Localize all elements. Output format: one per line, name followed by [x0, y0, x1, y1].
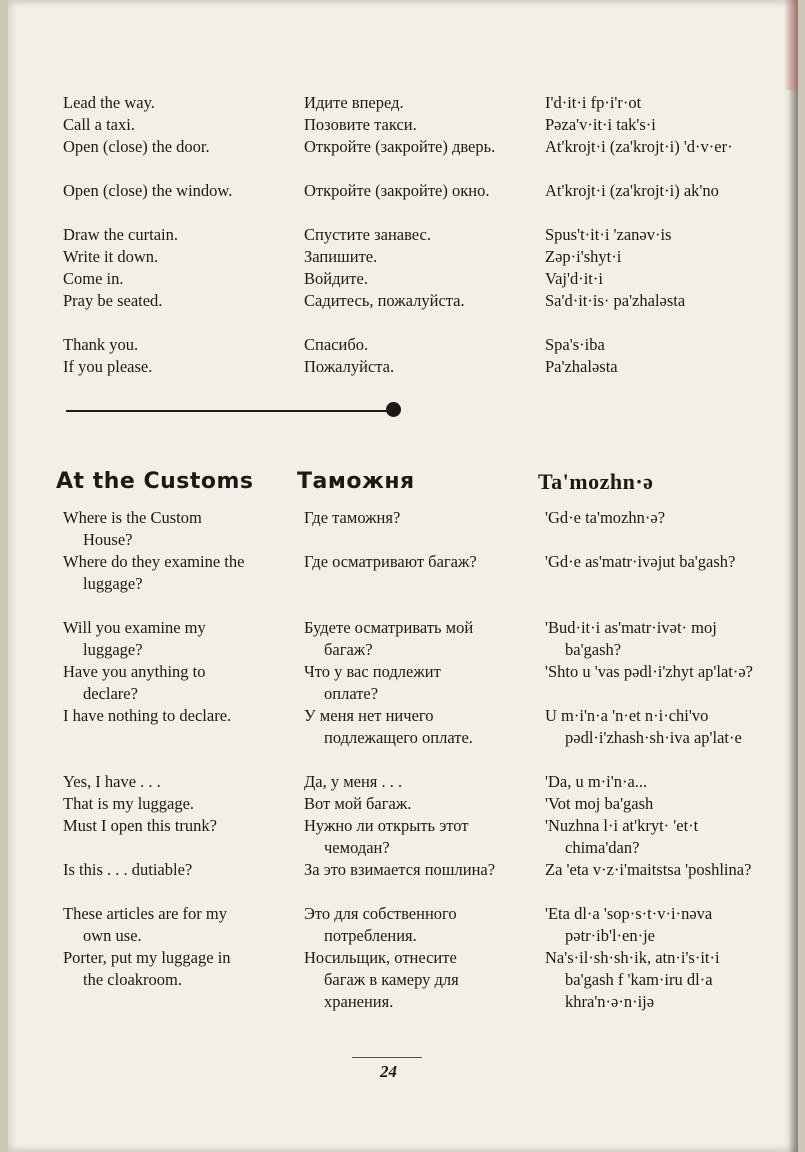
- phrase-ru-cell: [304, 551, 496, 573]
- phrase-tr-text: 'Nuzhna l·i at'kryt· 'et·t chima'dan?: [545, 816, 699, 857]
- phrase-en-cell: [63, 136, 253, 158]
- phrase-ru-text: Это для собственного потребления.: [304, 904, 457, 945]
- phrase-tr-text: Zəp·i'shyt·i: [545, 247, 622, 266]
- phrase-ru-text: Спасибо.: [304, 335, 369, 354]
- phrase-tr-text: Sa'd·it·is· pa'zhaləsta: [545, 291, 686, 310]
- phrase-ru-text: Где осматривают багаж?: [304, 552, 477, 571]
- phrase-tr-cell: [545, 859, 767, 881]
- phrase-tr-cell: [545, 136, 767, 158]
- phrase-en-text: Come in.: [63, 269, 124, 288]
- phrase-en-text: Open (close) the door.: [63, 137, 210, 156]
- phrase-en-cell: [63, 551, 253, 595]
- heading-russian-text: Таможня: [297, 469, 415, 494]
- phrase-tr-cell: [545, 268, 767, 290]
- phrase-en-cell: [63, 180, 253, 202]
- phrase-en-text: Draw the curtain.: [63, 225, 178, 244]
- phrase-en-text: Where is the Custom House?: [63, 508, 202, 549]
- phrase-ru-cell: [304, 268, 496, 290]
- phrase-en-text: Where do they examine the luggage?: [63, 552, 245, 593]
- phrase-ru-text: Откройте (закройте) окно.: [304, 181, 490, 200]
- phrase-en-text: Have you anything to declare?: [63, 662, 206, 703]
- heading-transliteration-text: Ta'mozhn·ə: [538, 469, 654, 494]
- heading-english-text: At the Customs: [56, 469, 254, 494]
- phrase-ru-cell: [304, 617, 496, 661]
- phrase-tr-text: 'Eta dl·a 'sop·s·t·v·i·nəva pətr·ib'l·en·je: [545, 904, 713, 945]
- heading-english: [56, 469, 254, 494]
- page-number-rule: [352, 1057, 422, 1058]
- phrase-tr-cell: [545, 661, 767, 683]
- page-edge-shadow: [788, 90, 798, 1152]
- phrase-en-cell: [63, 507, 253, 551]
- phrase-ru-cell: [304, 356, 496, 378]
- phrase-tr-cell: [545, 551, 767, 573]
- phrase-en-text: Thank you.: [63, 335, 139, 354]
- phrase-tr-text: Za 'eta v·z·i'maitstsa 'poshlina?: [545, 860, 752, 879]
- phrase-tr-cell: [545, 903, 767, 947]
- phrase-ru-text: Вот мой багаж.: [304, 794, 412, 813]
- phrase-en-text: Pray be seated.: [63, 291, 163, 310]
- phrase-en-cell: [63, 334, 253, 356]
- phrase-tr-text: Spa's·iba: [545, 335, 605, 354]
- phrase-tr-cell: [545, 114, 767, 136]
- phrase-tr-text: At'krojt·i (za'krojt·i) ak'no: [545, 181, 719, 200]
- phrase-en-cell: [63, 771, 253, 793]
- phrase-en-text: I have nothing to declare.: [63, 706, 232, 725]
- phrase-ru-text: Что у вас подлежит оплате?: [304, 662, 441, 703]
- phrase-en-text: These articles are for my own use.: [63, 904, 228, 945]
- phrase-en-text: Must I open this trunk?: [63, 816, 217, 835]
- phrase-ru-text: Садитесь, пожалуйста.: [304, 291, 465, 310]
- phrase-tr-cell: [545, 507, 767, 529]
- phrase-tr-cell: [545, 290, 767, 312]
- phrase-en-cell: [63, 617, 253, 661]
- phrase-en-text: Write it down.: [63, 247, 159, 266]
- phrase-tr-cell: [545, 793, 767, 815]
- phrase-en-text: Will you examine my luggage?: [63, 618, 206, 659]
- phrase-en-cell: [63, 705, 253, 727]
- phrase-en-text: Porter, put my luggage in the cloakroom.: [63, 948, 231, 989]
- phrase-tr-text: Na's·il·sh·sh·ik, atn·i's·it·i ba'gash f 'kam·iru dl·a khra'n·ə·n·ijə: [545, 948, 720, 1011]
- phrase-en-cell: [63, 246, 253, 268]
- phrase-ru-cell: [304, 507, 496, 529]
- phrase-ru-cell: [304, 859, 496, 881]
- phrase-en-cell: [63, 815, 253, 837]
- phrase-ru-cell: [304, 815, 496, 859]
- phrase-ru-text: За это взимается пошлина?: [304, 860, 496, 879]
- phrase-ru-cell: [304, 136, 496, 158]
- phrase-tr-text: 'Gd·e as'matr·ivəjut ba'gash?: [545, 552, 736, 571]
- phrase-ru-text: Спустите занавес.: [304, 225, 431, 244]
- section-divider-dot: [386, 402, 401, 417]
- phrase-en-text: Call a taxi.: [63, 115, 135, 134]
- phrase-tr-text: Pəza'v·it·i tak's·i: [545, 115, 656, 134]
- phrase-ru-cell: [304, 290, 496, 312]
- phrase-en-text: Lead the way.: [63, 93, 155, 112]
- phrase-tr-cell: [545, 947, 767, 1013]
- page-number: 24: [380, 1062, 397, 1081]
- phrase-tr-cell: [545, 92, 767, 114]
- heading-transliteration: [538, 469, 653, 495]
- phrase-ru-text: Где таможня?: [304, 508, 401, 527]
- phrase-tr-cell: [545, 334, 767, 356]
- phrase-ru-text: Носильщик, отнесите багаж в камеру для хранения.: [304, 948, 459, 1011]
- phrase-en-text: Open (close) the window.: [63, 181, 233, 200]
- phrase-tr-text: Pa'zhaləsta: [545, 357, 618, 376]
- phrase-tr-cell: [545, 771, 767, 793]
- phrase-tr-text: Vaj'd·it·i: [545, 269, 603, 288]
- phrase-ru-cell: [304, 661, 496, 705]
- phrase-tr-text: 'Bud·it·i as'matr·ivət· moj ba'gash?: [545, 618, 717, 659]
- phrase-tr-cell: [545, 705, 767, 749]
- phrase-ru-text: У меня нет ничего подлежащего оплате.: [304, 706, 473, 747]
- phrase-en-text: Yes, I have . . .: [63, 772, 161, 791]
- phrase-tr-cell: [545, 246, 767, 268]
- phrase-ru-cell: [304, 903, 496, 947]
- phrase-ru-text: Запишите.: [304, 247, 378, 266]
- phrase-tr-cell: [545, 617, 767, 661]
- phrase-ru-cell: [304, 224, 496, 246]
- phrase-ru-text: Идите вперед.: [304, 93, 404, 112]
- phrase-tr-text: 'Gd·e ta'mozhn·ə?: [545, 508, 666, 527]
- phrase-tr-text: Spus't·it·i 'zanəv·is: [545, 225, 672, 244]
- phrase-tr-text: U m·i'n·a 'n·et n·i·chi'vo pədl·i'zhash·sh·iva ap'lat·e: [545, 706, 742, 747]
- phrase-en-cell: [63, 92, 253, 114]
- phrase-tr-text: 'Shto u 'vas pədl·i'zhyt ap'lat·ə?: [545, 662, 753, 681]
- phrase-tr-text: 'Da, u m·i'n·a...: [545, 772, 648, 791]
- phrase-tr-cell: [545, 356, 767, 378]
- heading-russian: [297, 469, 415, 494]
- phrase-ru-cell: [304, 771, 496, 793]
- phrase-en-cell: [63, 268, 253, 290]
- phrase-tr-cell: [545, 180, 767, 202]
- phrase-en-cell: [63, 290, 253, 312]
- phrase-en-text: Is this . . . dutiable?: [63, 860, 193, 879]
- phrase-ru-text: Пожалуйста.: [304, 357, 395, 376]
- phrase-en-text: If you please.: [63, 357, 153, 376]
- section-divider-rule: [66, 410, 388, 412]
- page-edge-shadow-red: [784, 0, 798, 90]
- phrase-ru-cell: [304, 114, 496, 136]
- phrase-en-cell: [63, 224, 253, 246]
- phrase-ru-text: Нужно ли открыть этот чемодан?: [304, 816, 469, 857]
- phrase-en-cell: [63, 356, 253, 378]
- phrase-ru-cell: [304, 334, 496, 356]
- book-page: [8, 0, 798, 1152]
- phrase-tr-cell: [545, 815, 767, 859]
- phrase-ru-cell: [304, 947, 496, 1013]
- phrase-en-cell: [63, 114, 253, 136]
- phrase-en-cell: [63, 859, 253, 881]
- phrase-tr-text: 'Vot moj ba'gash: [545, 794, 654, 813]
- phrase-ru-cell: [304, 180, 496, 202]
- phrase-en-cell: [63, 903, 253, 947]
- phrase-ru-text: Откройте (закройте) дверь.: [304, 137, 496, 156]
- phrase-ru-cell: [304, 246, 496, 268]
- phrase-ru-cell: [304, 793, 496, 815]
- phrase-ru-cell: [304, 705, 496, 749]
- phrase-ru-cell: [304, 92, 496, 114]
- phrase-en-cell: [63, 793, 253, 815]
- phrase-en-cell: [63, 661, 253, 705]
- phrase-ru-text: Будете осматривать мой багаж?: [304, 618, 474, 659]
- phrase-ru-text: Войдите.: [304, 269, 368, 288]
- phrase-tr-cell: [545, 224, 767, 246]
- phrase-tr-text: At'krojt·i (za'krojt·i) 'd·v·er·: [545, 137, 733, 156]
- phrase-ru-text: Позовите такси.: [304, 115, 417, 134]
- phrase-tr-text: I'd·it·i fp·i'r·ot: [545, 93, 642, 112]
- phrase-en-text: That is my luggage.: [63, 794, 195, 813]
- phrase-ru-text: Да, у меня . . .: [304, 772, 403, 791]
- phrase-en-cell: [63, 947, 253, 991]
